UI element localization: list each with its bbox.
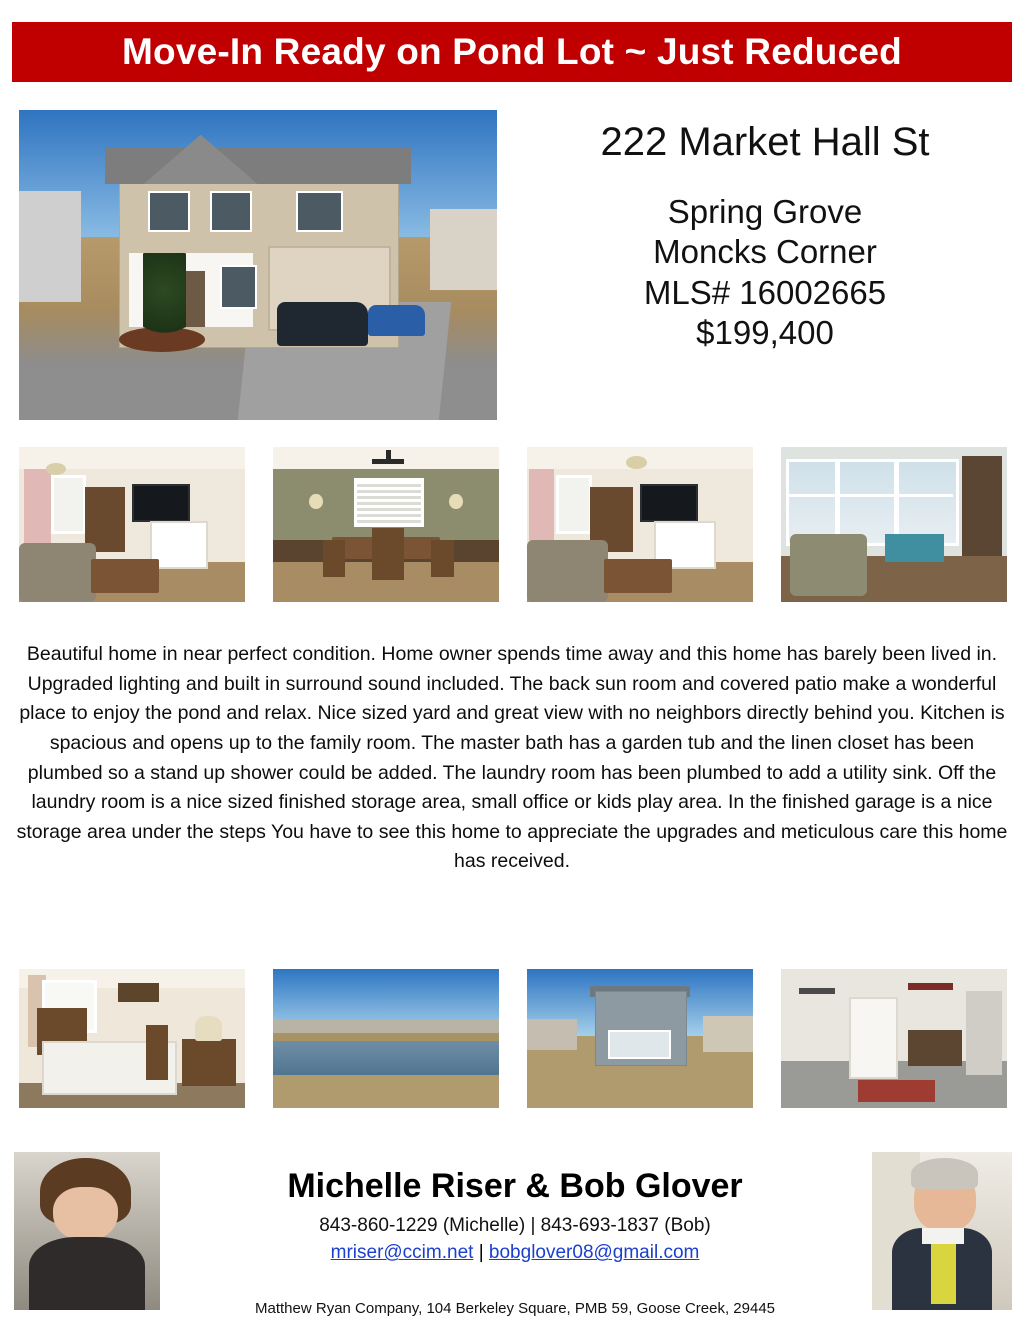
rear-exterior-photo [527, 969, 753, 1108]
listing-city: Moncks Corner [653, 233, 877, 271]
dining-room-photo [273, 447, 499, 602]
agent-footer [0, 1152, 1024, 1325]
listing-title-block [520, 120, 1010, 353]
email-link-bob[interactable]: bobglover08@gmail.com [488, 1242, 700, 1264]
agent-names: Michelle Riser & Bob Glover [287, 1167, 743, 1205]
listing-subdivision: Spring Grove [667, 193, 863, 230]
sun-room-photo [781, 447, 1007, 602]
email-separator: | [473, 1242, 489, 1264]
master-bedroom-photo [19, 969, 245, 1108]
agent-contact-block [170, 1168, 860, 1264]
agent-phones: 843-860-1229 (Michelle) | 843-693-1837 (Bob) [319, 1215, 711, 1237]
headline-text: Move-In Ready on Pond Lot ~ Just Reduced [122, 31, 902, 72]
family-room-photo [19, 447, 245, 602]
pond-view-photo [273, 969, 499, 1108]
garage-photo [781, 969, 1007, 1108]
photo-row-exterior [19, 969, 1007, 1108]
family-room-alt-photo [527, 447, 753, 602]
bob-glover-headshot [872, 1152, 1012, 1310]
listing-mls: MLS# 16002665 [643, 273, 887, 311]
listing-price: $199,400 [696, 313, 834, 351]
headline-banner [12, 22, 1012, 82]
property-description: Beautiful home in near perfect condition. Home owner spends time away and this home has barely been lived in. Upgraded lighting and built in surround sound included. The back sun room and covered patio make a wonderful place to enjoy the pond and relax. Nice sized yard and great view with no neighbors directly behind you. Kitchen is spacious and opens up to the family room. The master bath has a garden tub and the linen closet has been plumbed so a stand up shower could be added. The laundry room has been plumbed to add a utility sink. Off the laundry room is a nice sized finished storage area, small office or kids play area. In the finished garage is a nice storage area under the steps You have to see this home to appreciate the upgrades and meticulous care this home has received. [16, 643, 1008, 873]
company-address: Matthew Ryan Company, 104 Berkeley Square, PMB 59, Goose Creek, 29445 [255, 1300, 775, 1317]
agent-emails [170, 1242, 860, 1264]
front-exterior-photo [19, 110, 497, 420]
listing-address: 222 Market Hall St [600, 120, 930, 164]
photo-row-interior [19, 447, 1007, 602]
email-link-michelle[interactable]: mriser@ccim.net [330, 1242, 474, 1264]
michelle-riser-headshot [14, 1152, 160, 1310]
front-exterior-artwork [19, 110, 497, 420]
